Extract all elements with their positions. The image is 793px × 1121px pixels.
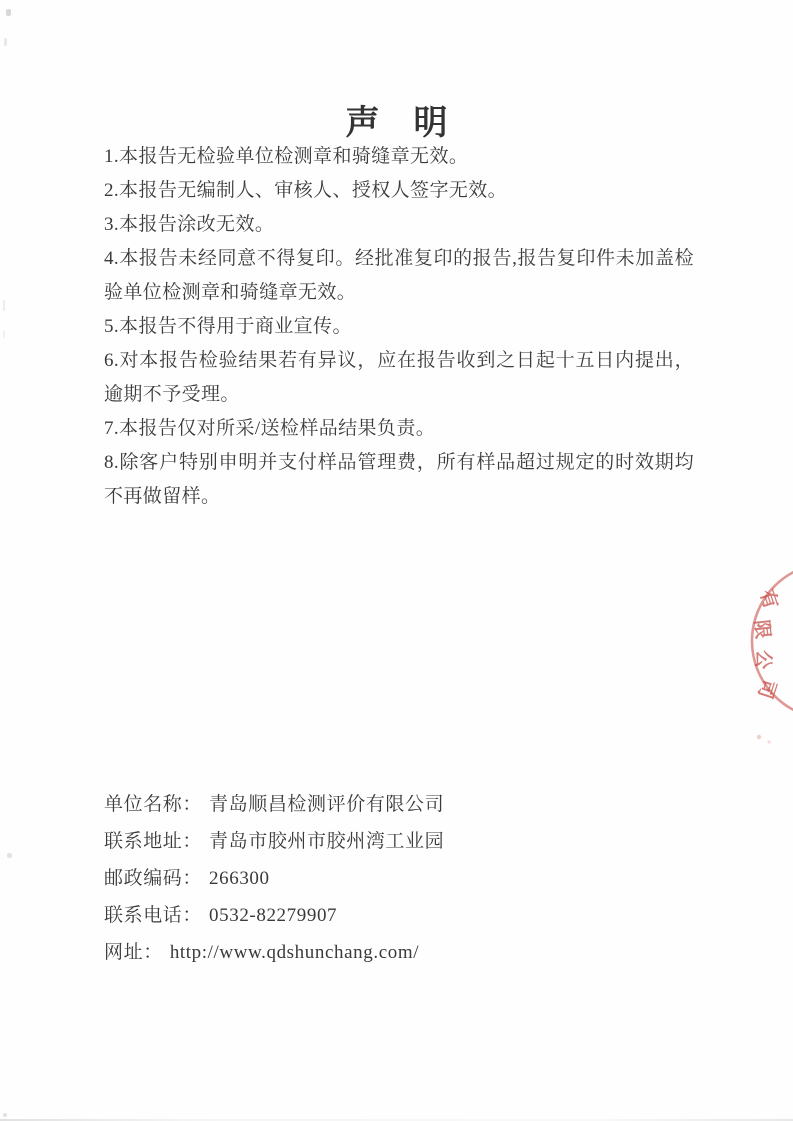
seal-graphic xyxy=(711,553,793,748)
declaration-item-2: 2.本报告无编制人、审核人、授权人签字无效。 xyxy=(104,180,508,201)
contact-label: 联系电话： xyxy=(104,905,203,926)
scan-artifact-speck xyxy=(7,853,12,858)
contact-row-phone xyxy=(104,897,444,934)
contact-label: 单位名称： xyxy=(104,794,203,815)
company-name-value: 青岛顺昌检测评价有限公司 xyxy=(209,794,445,815)
seal-arc xyxy=(752,563,793,719)
declaration-item-4: 4.本报告未经同意不得复印。经批准复印的报告,报告复印件未加盖检验单位检测章和骑缝章无效。 xyxy=(104,248,694,303)
seal-ink-speck xyxy=(767,740,770,743)
declaration-item-5: 5.本报告不得用于商业宣传。 xyxy=(104,316,352,337)
declaration-item-3: 3.本报告涂改无效。 xyxy=(104,214,275,235)
contact-label: 邮政编码： xyxy=(104,868,203,889)
declaration-item-8: 8.除客户特别申明并支付样品管理费，所有样品超过规定的时效期均不再做留样。 xyxy=(104,452,694,507)
page-title: 声 明 xyxy=(345,105,448,142)
contact-row-address xyxy=(104,823,444,860)
scan-artifact-speck xyxy=(6,9,11,16)
declaration-item-7: 7.本报告仅对所采/送检样品结果负责。 xyxy=(104,418,436,439)
scan-artifact-speck xyxy=(4,38,7,46)
contact-block xyxy=(104,786,444,971)
seal-char-2: 限 xyxy=(750,618,773,640)
seal-char-1: 有 xyxy=(755,587,782,612)
address-value: 青岛市胶州市胶州湾工业园 xyxy=(209,831,445,852)
scan-artifact-speck xyxy=(3,300,5,311)
declaration-item-6: 6.对本报告检验结果若有异议，应在报告收到之日起十五日内提出，逾期不予受理。 xyxy=(104,350,694,405)
contact-row-postcode xyxy=(104,860,444,897)
scan-artifact-speck xyxy=(3,330,5,338)
contact-label: 网址： xyxy=(104,942,163,963)
seal-char-3: 公 xyxy=(751,649,774,671)
scan-artifact-speck xyxy=(3,1113,7,1117)
phone-value: 0532-82279907 xyxy=(209,905,338,926)
contact-row-company xyxy=(104,786,444,823)
company-seal-stamp xyxy=(711,553,793,748)
website-url-value: http://www.qdshunchang.com/ xyxy=(169,942,420,963)
postcode-value: 266300 xyxy=(209,868,270,889)
declaration-item-1: 1.本报告无检验单位检测章和骑缝章无效。 xyxy=(104,146,469,167)
contact-row-website xyxy=(104,934,444,971)
contact-label: 联系地址： xyxy=(104,831,203,852)
seal-ink-speck xyxy=(757,735,761,739)
seal-char-4: 司 xyxy=(753,676,780,701)
declaration-list xyxy=(104,140,694,514)
